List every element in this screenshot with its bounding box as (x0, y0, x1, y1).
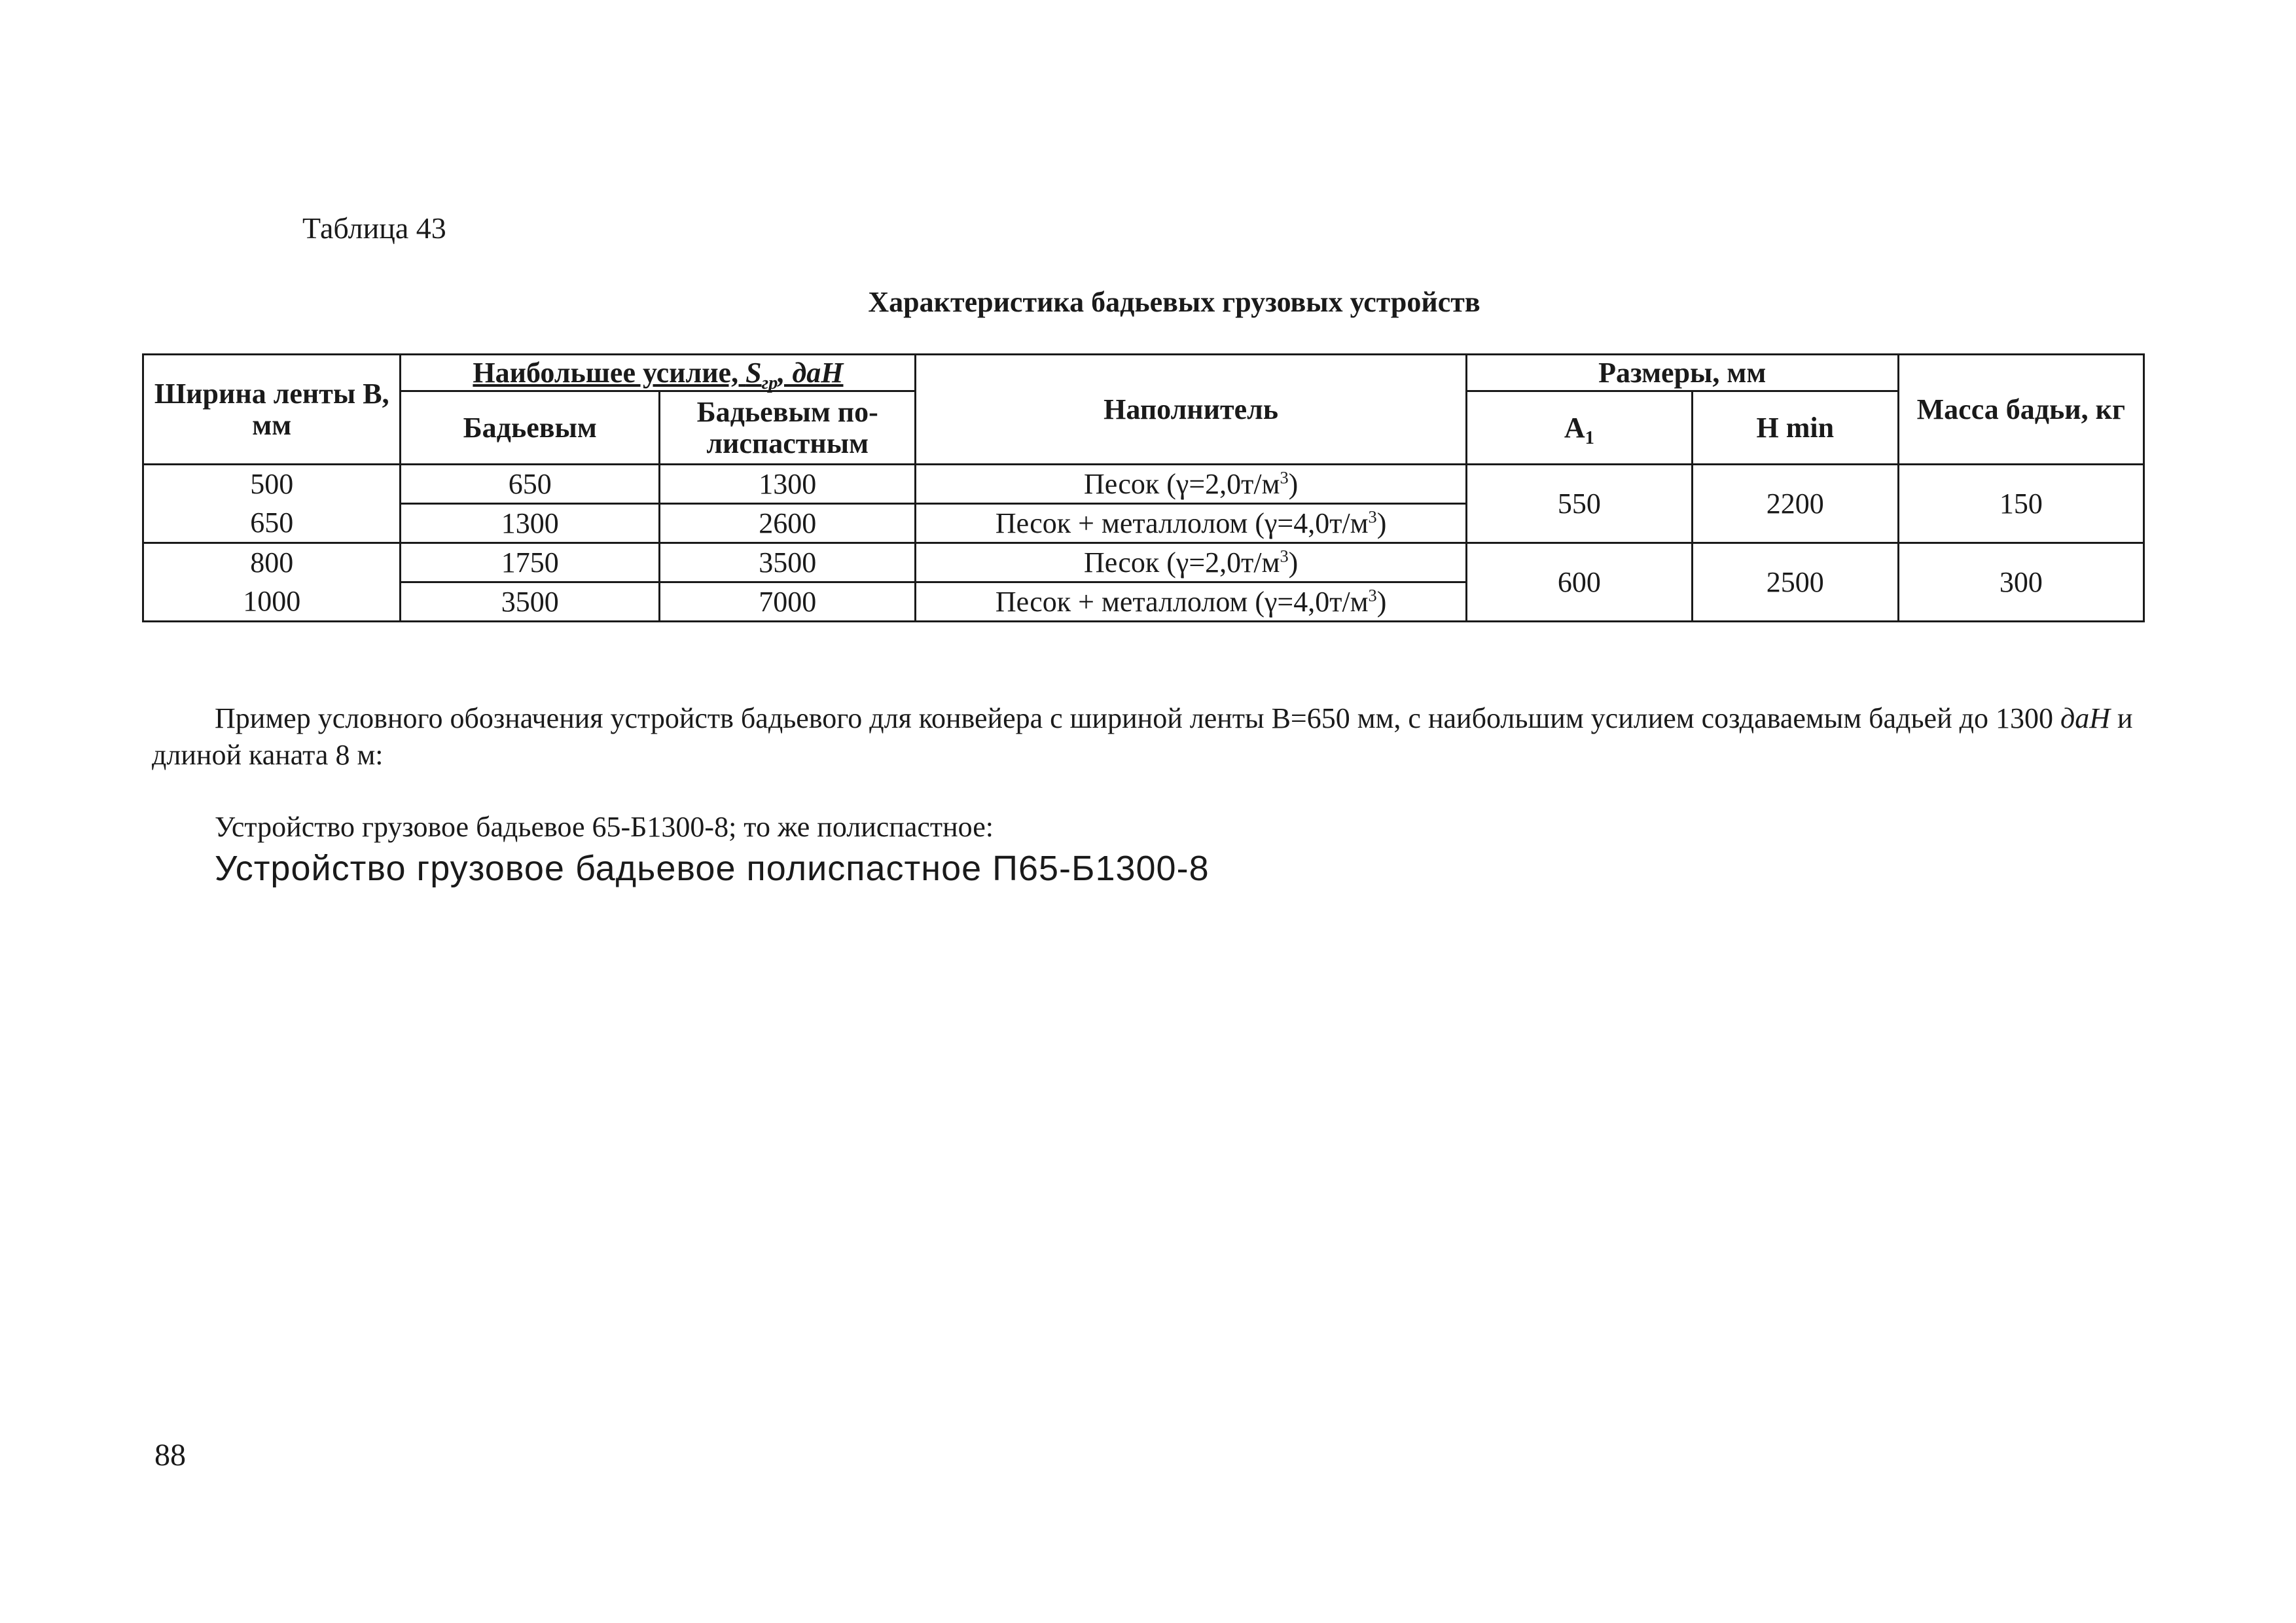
cell-bucket: 1750 (401, 543, 659, 582)
page-number: 88 (154, 1438, 186, 1472)
cell-bucket: 650 (401, 465, 659, 504)
filler-cube: 3 (1368, 585, 1377, 605)
header-bucket-pulley: Бадьевым по-лиспастным (659, 391, 915, 465)
cell-hmin: 2200 (1692, 465, 1898, 543)
filler-close: ) (1288, 546, 1299, 579)
example-unit: даН (2060, 702, 2111, 734)
example-text-after: и длиной каната 8 м: (152, 702, 2133, 772)
filler-text: Песок + металлолом (γ=4,0т/м (995, 507, 1369, 539)
filler-close: ) (1288, 467, 1299, 500)
cell-pulley: 2600 (659, 504, 915, 543)
cell-belt-width: 500 (143, 465, 401, 504)
cell-belt-width: 650 (143, 504, 401, 543)
header-max-force-sub: гр (761, 372, 778, 393)
header-hmin: H min (1692, 391, 1898, 465)
header-bucket: Бадьевым (401, 391, 659, 465)
filler-cube: 3 (1280, 467, 1289, 488)
table-row (143, 465, 2144, 504)
spec-table (142, 353, 2145, 622)
example-designation: Устройство грузовое бадьевое 65-Б1300-8; то же полиспастное: (215, 811, 994, 843)
filler-text: Песок (γ=2,0т/м (1083, 546, 1280, 579)
cell-pulley: 1300 (659, 465, 915, 504)
cell-a1: 550 (1466, 465, 1692, 543)
filler-close: ) (1376, 507, 1387, 539)
cell-belt-width: 1000 (143, 582, 401, 622)
cell-bucket: 1300 (401, 504, 659, 543)
header-a1-sub: 1 (1585, 427, 1594, 448)
cell-filler (916, 504, 1466, 543)
header-max-force-prefix: Наибольшее усилие, (473, 356, 746, 389)
example-designation-pulley: Устройство грузовое бадьевое полиспастное П65-Б1300-8 (215, 849, 1210, 888)
table-label: Таблица 43 (302, 211, 446, 245)
cell-pulley: 3500 (659, 543, 915, 582)
filler-close: ) (1376, 585, 1387, 618)
table-title: Характеристика бадьевых грузовых устройств (868, 286, 1480, 318)
header-max-force (401, 355, 916, 391)
filler-text: Песок + металлолом (γ=4,0т/м (995, 585, 1369, 618)
filler-text: Песок (γ=2,0т/м (1083, 467, 1280, 500)
cell-filler (916, 543, 1466, 582)
cell-belt-width: 800 (143, 543, 401, 582)
header-a1 (1466, 391, 1692, 465)
cell-bucket: 3500 (401, 582, 659, 622)
cell-filler (916, 465, 1466, 504)
filler-cube: 3 (1368, 507, 1377, 527)
cell-a1: 600 (1466, 543, 1692, 622)
header-max-force-unit: , даН (778, 356, 844, 389)
cell-hmin: 2500 (1692, 543, 1898, 622)
header-a1-symbol: А (1564, 411, 1585, 444)
filler-cube: 3 (1280, 546, 1289, 566)
example-paragraph (152, 700, 2161, 774)
header-row-1 (143, 355, 2144, 391)
header-filler: Наполнитель (916, 355, 1466, 465)
header-belt-width: Ширина ленты В, мм (143, 355, 401, 465)
example-text-before: Пример условного обозначения устройств бадьевого для конвейера с шириной ленты В=650 мм, с наибольшим усилием создаваемым бадьей до 1300 (215, 702, 2060, 734)
cell-mass: 150 (1898, 465, 2144, 543)
header-mass: Масса бадьи, кг (1898, 355, 2144, 465)
cell-pulley: 7000 (659, 582, 915, 622)
table-row (143, 543, 2144, 582)
cell-mass: 300 (1898, 543, 2144, 622)
cell-filler (916, 582, 1466, 622)
header-max-force-symbol: S (745, 356, 762, 389)
header-dimensions: Размеры, мм (1466, 355, 1898, 391)
